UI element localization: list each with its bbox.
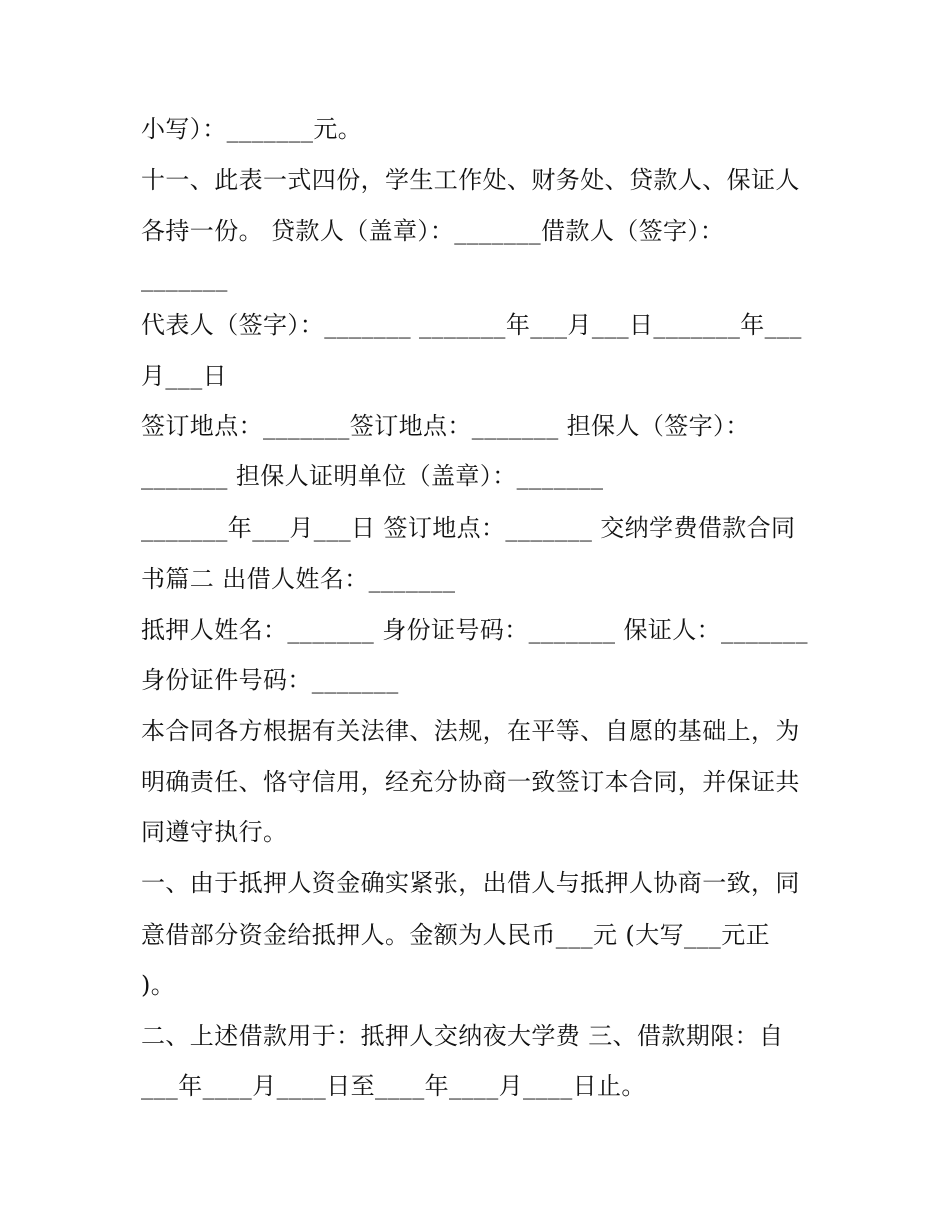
text-line: _______年___月___日 签订地点：_______ 交纳学费借款合同 [141,514,796,542]
text-line: 各持一份。 贷款人（盖章）：_______借款人（签字）： [141,217,725,245]
text-line: 代表人（签字）：_______ _______年___月___日_______年___ [141,311,802,339]
text-line: 签订地点：_______签订地点：_______ 担保人（签字）： [141,412,750,440]
text-line: 书篇二 出借人姓名：_______ [141,565,456,593]
text-line: _______ 担保人证明单位（盖章）：_______ [141,462,604,490]
text-line: 意借部分资金给抵押人。金额为人民币___元 (大写___元正 [141,921,770,949]
text-line: ___年____月____日至____年____月____日止。 [141,1072,646,1100]
text-line: 月___日 [141,362,227,390]
text-line: _______ [141,264,228,292]
text-line: 本合同各方根据有关法律、法规，在平等、自愿的基础上，为 [141,717,800,745]
text-line: 明确责任、恪守信用，经充分协商一致签订本合同，并保证共 [141,768,800,796]
text-line: 十一、此表一式四份，学生工作处、财务处、贷款人、保证人 [141,166,800,194]
text-line: 抵押人姓名：_______ 身份证号码：_______ 保证人：_______ [141,616,808,644]
text-line: 二、上述借款用于：抵押人交纳夜大学费 三、借款期限：自 [141,1022,784,1050]
text-line: 同遵守执行。 [141,818,288,846]
text-line: 小写）：_______元。 [141,115,363,143]
text-line: )。 [141,971,176,999]
text-line: 一、由于抵押人资金确实紧张，出借人与抵押人协商一致，同 [141,869,800,897]
text-line: 身份证件号码：_______ [141,666,399,694]
